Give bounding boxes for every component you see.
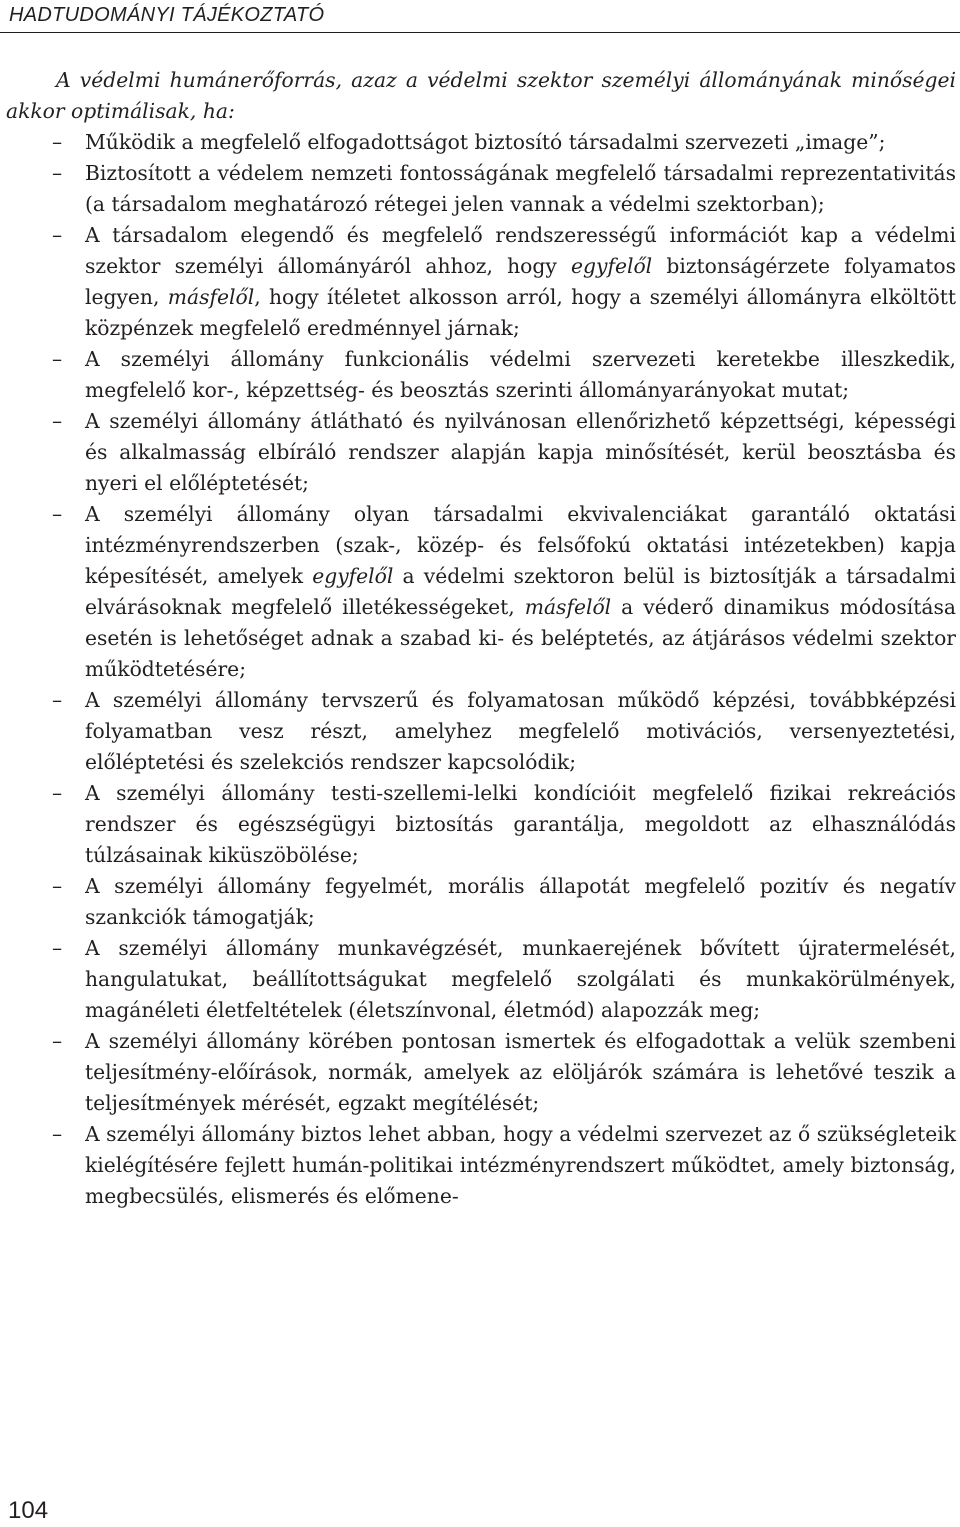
list-item-text: Működik a megfelelő elfogadottságot biztosító társadalmi szervezeti „image”;	[85, 130, 886, 154]
bullet-dash: –	[52, 223, 63, 247]
list-item-text: A személyi állomány körében pontosan ismertek és elfogadottak a velük szembeni teljesítmény-előírások, normák, amelyek az elöljárók számára is lehetővé teszik a teljesítmények mérését, egzakt megítélését;	[85, 1029, 956, 1115]
conditions-list	[0, 127, 960, 1212]
list-item	[0, 778, 960, 871]
list-item-text: A személyi állomány munkavégzését, munkaerejének bővített újratermelését, hangulatukat, beállítottságukat megfelelő szolgálati és munkakörülmények, magánéleti életfeltételek (életszínvonal, életmód) alapozzák meg;	[85, 936, 956, 1022]
list-item-text: Biztosított a védelem nemzeti fontosságának megfelelő társadalmi reprezentativitás (a társadalom meghatározó rétegei jelen vannak a védelmi szektorban);	[85, 161, 956, 216]
list-item-text: A társadalom elegendő és megfelelő rendszerességű információt kap a védelmi szektor személyi állományáról ahhoz, hogy	[85, 223, 956, 278]
list-item-text: , hogy ítéletet alkosson arról, hogy a személyi állományra elköltött közpénzek megfelelő eredménnyel járnak;	[85, 285, 957, 340]
list-item	[0, 1026, 960, 1119]
list-item-text: a véderő dinamikus módosítása esetén is lehetőséget adnak a szabad ki- és beléptetés, az átjárásos védelmi szektor működtetésére;	[85, 595, 956, 681]
bullet-dash: –	[52, 1122, 63, 1146]
list-item-text: A személyi állomány átlátható és nyilvánosan ellenőrizhető képzettségi, képességi és alkalmasság elbíráló rendszer alapján kapja minősítését, kerül beosztásba és nyeri el előléptetését;	[85, 409, 956, 495]
list-item-text: biztonságérzete folyamatos legyen,	[85, 254, 956, 309]
emphasized-text: egyfelől	[312, 564, 394, 588]
emphasized-text: másfelől	[167, 285, 255, 309]
list-item-text: A személyi állomány fegyelmét, morális állapotát megfelelő pozitív és negatív szankciók támogatják;	[85, 874, 956, 929]
list-item	[0, 685, 960, 778]
bullet-dash: –	[52, 936, 63, 960]
list-item-text: A személyi állomány tervszerű és folyamatosan működő képzési, továbbképzési folyamatban vesz részt, amelyhez megfelelő motivációs, versenyeztetési, előléptetési és szelekciós rendszer kapcsolódik;	[85, 688, 956, 774]
list-item	[0, 1119, 960, 1212]
bullet-dash: –	[52, 688, 63, 712]
bullet-dash: –	[52, 874, 63, 898]
bullet-dash: –	[52, 409, 63, 433]
page-body	[0, 65, 960, 1212]
list-item	[0, 933, 960, 1026]
bullet-dash: –	[52, 347, 63, 371]
list-item	[0, 158, 960, 220]
bullet-dash: –	[52, 1029, 63, 1053]
list-item	[0, 499, 960, 685]
list-item	[0, 344, 960, 406]
bullet-dash: –	[52, 781, 63, 805]
journal-running-header: HADTUDOMÁNYI TÁJÉKOZTATÓ	[9, 4, 325, 26]
list-item	[0, 871, 960, 933]
list-item	[0, 127, 960, 158]
emphasized-text: másfelől	[524, 595, 612, 619]
header-rule	[0, 32, 960, 33]
list-item-text: A személyi állomány olyan társadalmi ekvivalenciákat garantáló oktatási intézményrendszerben (szak-, közép- és felsőfokú oktatási intézetekben) kapja képesítését, amelyek	[85, 502, 956, 588]
intro-paragraph: A védelmi humánerőforrás, azaz a védelmi szektor személyi állományának minőségei akkor optimálisak, ha:	[6, 68, 956, 123]
page-number: 104	[8, 1497, 49, 1524]
bullet-dash: –	[52, 502, 63, 526]
list-item-text: a védelmi szektoron belül is biztosítják a társadalmi elvárásoknak megfelelő illetékességeket,	[85, 564, 956, 619]
list-item	[0, 220, 960, 344]
list-item	[0, 406, 960, 499]
bullet-dash: –	[52, 130, 63, 154]
list-item-text: A személyi állomány testi-szellemi-lelki kondícióit megfelelő fizikai rekreációs rendszer és egészségügyi biztosítás garantálja, megoldott az elhasználódás túlzásainak kiküszöbölése;	[85, 781, 956, 867]
list-item-text: A személyi állomány biztos lehet abban, hogy a védelmi szervezet az ő szükségleteik kielégítésére fejlett humán-politikai intézményrendszert működtet, amely biztonság, megbecsülés, elismerés és előmene-	[85, 1122, 956, 1208]
list-item-text: A személyi állomány funkcionális védelmi szervezeti keretekbe illeszkedik, megfelelő kor-, képzettség- és beosztás szerinti állományarányokat mutat;	[85, 347, 956, 402]
emphasized-text: egyfelől	[571, 254, 653, 278]
bullet-dash: –	[52, 161, 63, 185]
